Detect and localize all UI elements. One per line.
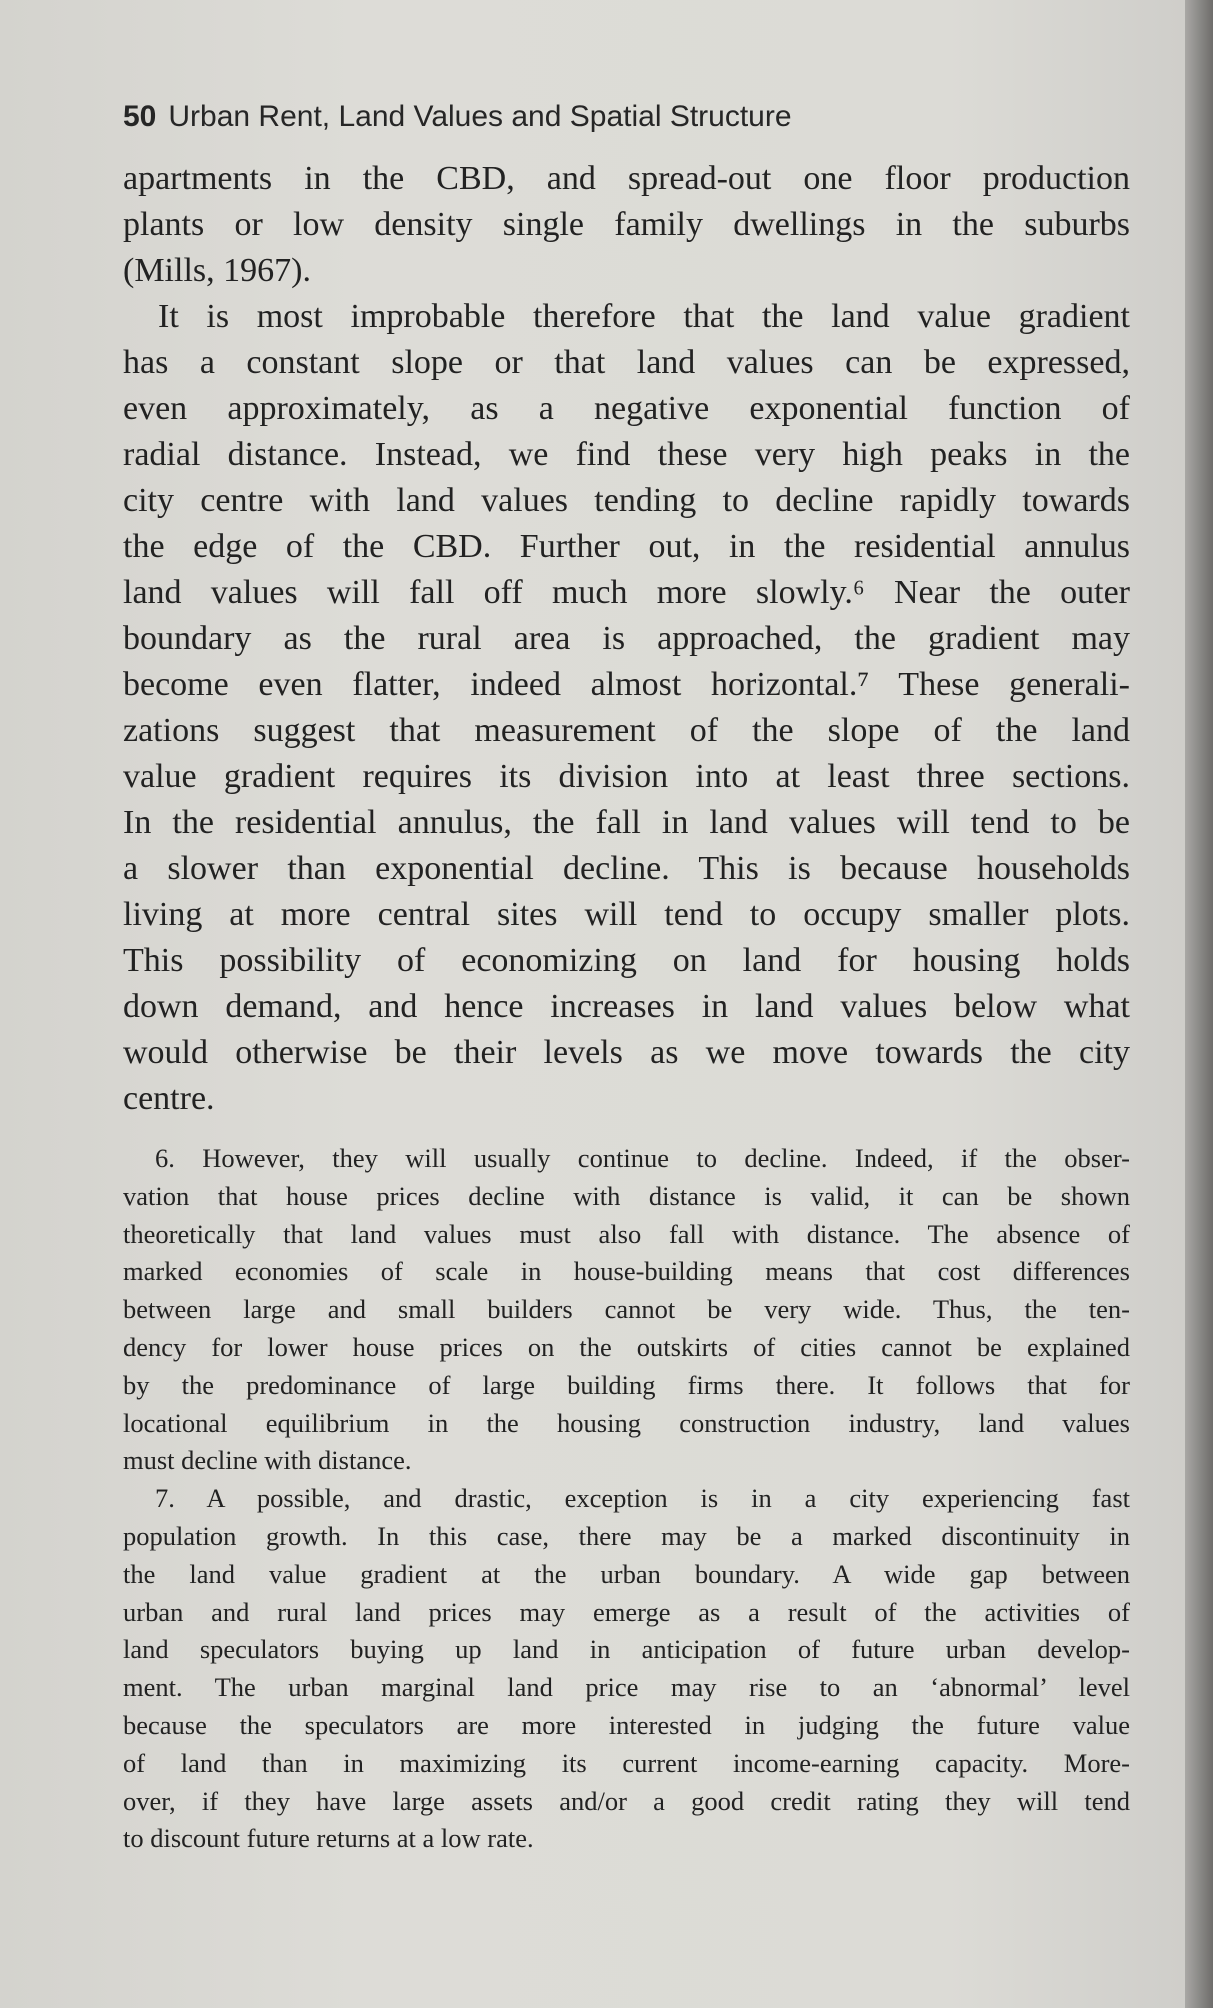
text-line: plants or low density single family dwellings in the suburbs <box>123 206 1130 243</box>
footnote-line: 6. However, they will usually continue to decline. Indeed, if the obser- <box>155 1143 1130 1173</box>
text-line: This possibility of economizing on land for housing holds <box>123 942 1130 979</box>
page-body <box>123 156 1130 1858</box>
footnote-line: urban and rural land prices may emerge as a result of the activities of <box>123 1596 1130 1627</box>
text-line: would otherwise be their levels as we move towards the city <box>123 1034 1130 1071</box>
footnote-line: must decline with distance. <box>123 1445 412 1476</box>
text-line: down demand, and hence increases in land values below what <box>123 988 1130 1025</box>
footnote-line: the land value gradient at the urban boundary. A wide gap between <box>123 1558 1130 1589</box>
footnote-line: because the speculators are more interested in judging the future value <box>123 1709 1130 1740</box>
footnote-line: to discount future returns at a low rate. <box>123 1823 534 1854</box>
footnotes <box>123 1140 1130 1858</box>
text-line: It is most improbable therefore that the land value gradient <box>158 298 1130 335</box>
footnote-line: by the predominance of large building firms there. It follows that for <box>123 1369 1130 1400</box>
page-binding-edge <box>1185 0 1213 2008</box>
main-text <box>123 156 1130 1122</box>
running-title: Urban Rent, Land Values and Spatial Structure <box>168 100 792 133</box>
footnote-line: locational equilibrium in the housing construction industry, land values <box>123 1407 1130 1438</box>
footnote-line: marked economies of scale in house-building means that cost differences <box>123 1256 1130 1287</box>
text-line: become even flatter, indeed almost horizontal.⁷ These generali- <box>123 666 1130 703</box>
footnote-line: theoretically that land values must also fall with distance. The absence of <box>123 1218 1130 1249</box>
text-line: centre. <box>123 1080 215 1117</box>
text-line: a slower than exponential decline. This is because households <box>123 850 1130 887</box>
footnote-line: land speculators buying up land in anticipation of future urban develop- <box>123 1634 1130 1665</box>
text-line: even approximately, as a negative exponential function of <box>123 390 1130 427</box>
text-line: city centre with land values tending to decline rapidly towards <box>123 482 1130 519</box>
footnote-line: 7. A possible, and drastic, exception is in a city experiencing fast <box>155 1483 1130 1514</box>
footnote-line: vation that house prices decline with distance is valid, it can be shown <box>123 1180 1130 1211</box>
text-line: radial distance. Instead, we find these very high peaks in the <box>123 436 1130 473</box>
text-line: In the residential annulus, the fall in land values will tend to be <box>123 804 1130 841</box>
text-line: apartments in the CBD, and spread-out one floor production <box>123 160 1130 197</box>
text-line: land values will fall off much more slowly.⁶ Near the outer <box>123 574 1130 611</box>
footnote-line: population growth. In this case, there may be a marked discontinuity in <box>123 1520 1130 1551</box>
page-number: 50 <box>123 100 157 133</box>
text-line: has a constant slope or that land values can be expressed, <box>123 344 1130 381</box>
running-header <box>123 100 792 134</box>
footnote-line: dency for lower house prices on the outskirts of cities cannot be explained <box>123 1331 1130 1362</box>
text-line: zations suggest that measurement of the slope of the land <box>123 712 1130 749</box>
text-line: value gradient requires its division into at least three sections. <box>123 758 1130 795</box>
footnote-line: ment. The urban marginal land price may rise to an ‘abnormal’ level <box>123 1672 1130 1703</box>
footnote-line: over, if they have large assets and/or a good credit rating they will tend <box>123 1785 1130 1816</box>
footnote-line: of land than in maximizing its current income-earning capacity. More- <box>123 1747 1130 1778</box>
text-line: living at more central sites will tend to occupy smaller plots. <box>123 896 1130 933</box>
footnote-line: between large and small builders cannot be very wide. Thus, the ten- <box>123 1294 1130 1325</box>
text-line: boundary as the rural area is approached, the gradient may <box>123 620 1130 657</box>
text-line: the edge of the CBD. Further out, in the residential annulus <box>123 528 1130 565</box>
text-line: (Mills, 1967). <box>123 252 311 289</box>
